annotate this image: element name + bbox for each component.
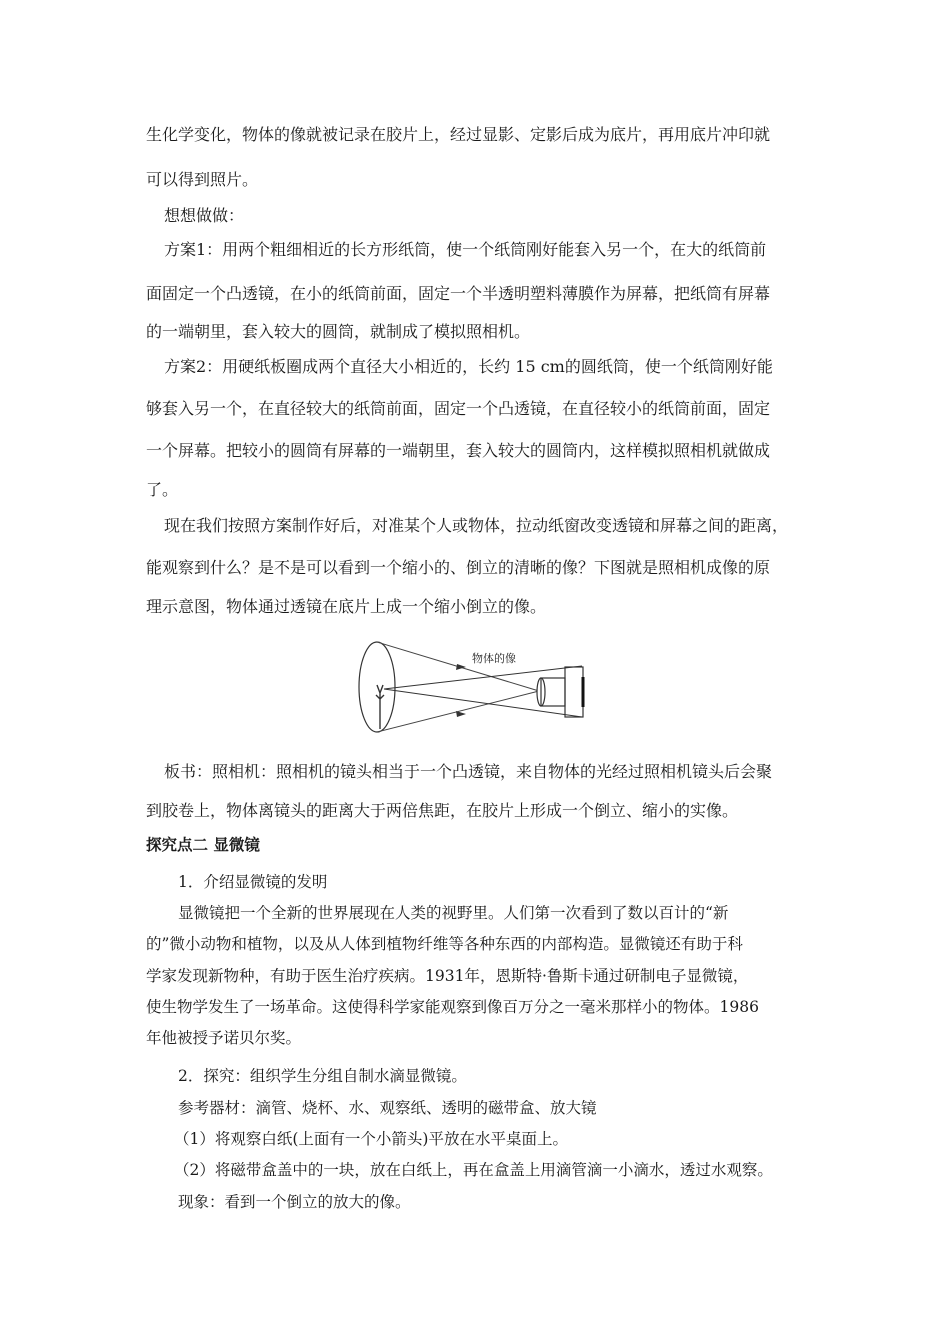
paragraph-line: 的”微小动物和植物，以及从人体到植物纤维等各种东西的内部构造。显微镜还有助于科 (146, 935, 743, 953)
paragraph-line: 想想做做： (164, 206, 245, 225)
paragraph-line: 显微镜把一个全新的世界展现在人类的视野里。人们第一次看到了数以百计的“新 (178, 904, 729, 922)
paragraph-line: （2）将磁带盒盖中的一块，放在白纸上，再在盒盖上用滴管滴一小滴水，透过水观察。 (174, 1161, 773, 1179)
paragraph-line: 现在我们按照方案制作好后，对准某个人或物体，拉动纸窗改变透镜和屏幕之间的距离， (164, 516, 789, 535)
paragraph-line: 能观察到什么？是不是可以看到一个缩小的、倒立的清晰的像？下图就是照相机成像的原 (146, 558, 771, 577)
camera-imaging-diagram (354, 637, 594, 742)
paragraph-line: 1．介绍显微镜的发明 (178, 873, 328, 891)
paragraph-line: 学家发现新物种，有助于医生治疗疾病。1931年，恩斯特·鲁斯卡通过研制电子显微镜， (146, 967, 749, 985)
ray-lower (384, 689, 582, 717)
paragraph-line: 了。 (146, 480, 179, 499)
paragraph-line: 面固定一个凸透镜，在小的纸筒前面，固定一个半透明塑料薄膜作为屏幕，把纸筒有屏幕 (146, 284, 771, 303)
paragraph-line: 现象：看到一个倒立的放大的像。 (178, 1193, 411, 1211)
paragraph-line: 参考器材：滴管、烧杯、水、观察纸、透明的磁带盒、放大镜 (178, 1099, 597, 1117)
paragraph-line: 生化学变化，物体的像就被记录在胶片上，经过显影、定影后成为底片，再用底片冲印就 (146, 125, 771, 144)
paragraph-line: 够套入另一个，在直径较大的纸筒前面，固定一个凸透镜，在直径较小的纸筒前面，固定 (146, 399, 771, 418)
figure-label: 物体的像 (472, 652, 516, 665)
cone-bottom-edge (377, 691, 539, 732)
paragraph-line: 使生物学发生了一场革命。这使得科学家能观察到像百万分之一毫米那样小的物体。1986 (146, 998, 759, 1016)
arrow-lower-icon (456, 711, 466, 717)
paragraph-line: 到胶卷上，物体离镜头的距离大于两倍焦距，在胶片上形成一个倒立、缩小的实像。 (146, 801, 739, 820)
object-candle-icon (376, 685, 384, 729)
paragraph-line: 的一端朝里，套入较大的圆筒，就制成了模拟照相机。 (146, 322, 531, 341)
paragraph-line: 理示意图，物体通过透镜在底片上成一个缩小倒立的像。 (146, 597, 547, 616)
paragraph-line: 板书：照相机：照相机的镜头相当于一个凸透镜，来自物体的光经过照相机镜头后会聚 (164, 762, 773, 781)
lens-ellipse (359, 642, 395, 732)
paragraph-line: （1）将观察白纸(上面有一个小箭头)平放在水平桌面上。 (174, 1130, 568, 1148)
paragraph-line: 一个屏幕。把较小的圆筒有屏幕的一端朝里，套入较大的圆筒内，这样模拟照相机就做成 (146, 441, 771, 460)
paragraph-line: 可以得到照片。 (146, 170, 259, 189)
paragraph-line: 方案2：用硬纸板圈成两个直径大小相近的，长约 15 cm的圆纸筒，使一个纸筒刚好能 (164, 357, 773, 376)
section-heading: 探究点二 显微镜 (146, 836, 260, 854)
camera-body (565, 667, 583, 717)
arrow-upper-icon (456, 664, 466, 670)
paragraph-line: 年他被授予诺贝尔奖。 (146, 1029, 302, 1047)
paragraph-line: 2．探究：组织学生分组自制水滴显微镜。 (178, 1067, 467, 1085)
paragraph-line: 方案1：用两个粗细相近的长方形纸筒，使一个纸筒刚好能套入另一个，在大的纸筒前 (164, 240, 767, 259)
